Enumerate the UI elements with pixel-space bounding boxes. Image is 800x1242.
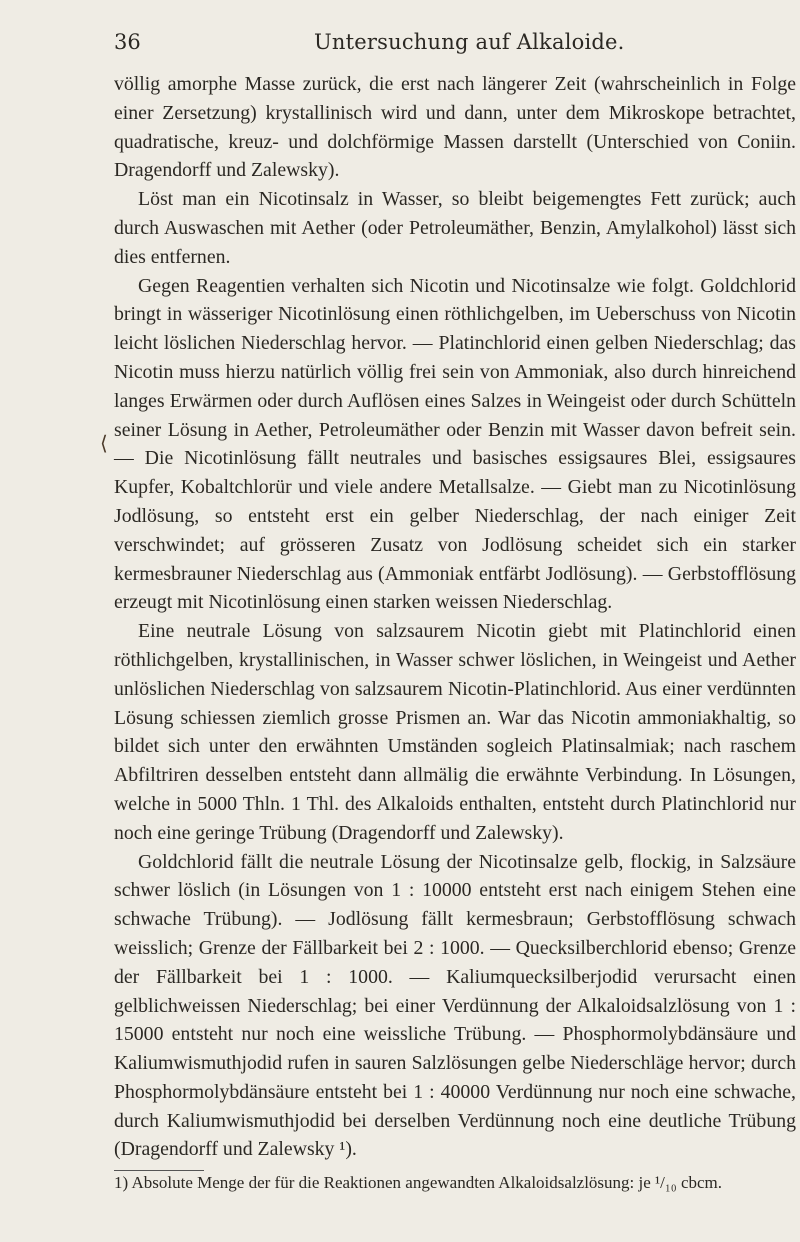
paragraph-3: Gegen Reagentien verhalten sich Nicotin und Nicotinsalze wie folgt. Goldchlorid bringt in wässeriger Nicotinlösung einen röthlichgelben, im Ueberschuss von Nicotin leicht löslichen Niederschlag hervor. — Platinchlorid einen gelben Niederschlag; das Nicotin muss hierzu natürlich völlig frei sein von Ammoniak, also durch hinreichend langes Erwärmen oder durch Auflösen eines Salzes in Weingeist oder durch Schütteln seiner Lösung in Aether, Petroleumäther oder Benzin mit Wasser davon befreit sein. — Die Nicotinlösung fällt neutrales und basisches essigsaures Blei, essigsaures Kupfer, Kobaltchlorür und viele andere Metallsalze. — Giebt man zu Nicotinlösung Jodlösung, so entsteht erst ein gelber Niederschlag, der nach einiger Zeit verschwindet; auf grösseren Zusatz von Jodlösung scheidet sich ein starker kermesbrauner Niederschlag aus (Ammoniak entfärbt Jodlösung). — Gerbstofflösung erzeugt mit Nicotinlösung einen starken weissen Niederschlag. [114, 274, 796, 614]
running-head: Untersuchung auf Alkaloide. [314, 30, 625, 54]
page-header [114, 22, 774, 52]
footnote-marker: 1) [114, 1173, 129, 1192]
paragraph-2: Löst man ein Nicotinsalz in Wasser, so bleibt beigemengtes Fett zurück; auch durch Auswaschen mit Aether (oder Petroleumäther, Benzin, Amylalkohol) lässt sich dies entfernen. [114, 188, 796, 268]
margin-bracket-mark: ⟨ [100, 431, 108, 455]
paragraph-5: Goldchlorid fällt die neutrale Lösung der Nicotinsalze gelb, flockig, in Salzsäure schwer löslich (in Lösungen von 1 : 10000 entsteht erst nach einigem Stehen eine schwache Trübung). — Jodlösung fällt kermesbraun; Gerbstofflösung schwach weisslich; Grenze der Fällbarkeit bei 2 : 1000. — Quecksilberchlorid ebenso; Grenze der Fällbarkeit bei 1 : 1000. — Kaliumquecksilberjodid verursacht einen gelblichweissen Niederschlag; bei einer Verdünnung der Alkaloidsalzlösung von 1 : 15000 entsteht nur noch eine weissliche Trübung. — Phosphormolybdänsäure und Kaliumwismuthjodid rufen in sauren Salzlösungen gelbe Niederschläge hervor; durch Phosphormolybdänsäure entsteht bei 1 : 40000 Verdünnung nur noch eine schwache, durch Kaliumwismuthjodid bei derselben Verdünnung noch eine deutliche Trübung (Dragendorff und Zalewsky ¹). [114, 850, 796, 1161]
footnote-text: Absolute Menge der für die Reaktionen angewandten Alkaloidsalzlösung: je ¹/₁₀ cbcm. [131, 1173, 723, 1192]
main-text [114, 70, 796, 1164]
footnote [114, 1172, 796, 1194]
footnote-rule [114, 1170, 204, 1171]
page-number: 36 [114, 30, 141, 54]
paragraph-1: völlig amorphe Masse zurück, die erst nach längerer Zeit (wahrscheinlich in Folge einer Zersetzung) krystallinisch wird und dann, unter dem Mikroskope betrachtet, quadratische, kreuz- und dolchförmige Massen darstellt (Unterschied von Coniin. Dragendorff und Zalewsky). [114, 73, 796, 182]
paragraph-4: Eine neutrale Lösung von salzsaurem Nicotin giebt mit Platinchlorid einen röthlichgelben, krystallinischen, in Wasser schwer löslichen, in Weingeist und Aether unlöslichen Niederschlag von salzsaurem Nicotin-Platinchlorid. Aus einer verdünnten Lösung schiessen ziemlich grosse Prismen an. War das Nicotin ammoniakhaltig, so bildet sich unter den erwähnten Umständen sogleich Platinsalmiak; nach raschem Abfiltriren desselben entsteht dann allmälig die erwähnte Verbindung. In Lösungen, welche in 5000 Thln. 1 Thl. des Alkaloids enthalten, entsteht durch Platinchlorid nur noch eine geringe Trübung (Dragendorff und Zalewsky). [114, 620, 796, 844]
